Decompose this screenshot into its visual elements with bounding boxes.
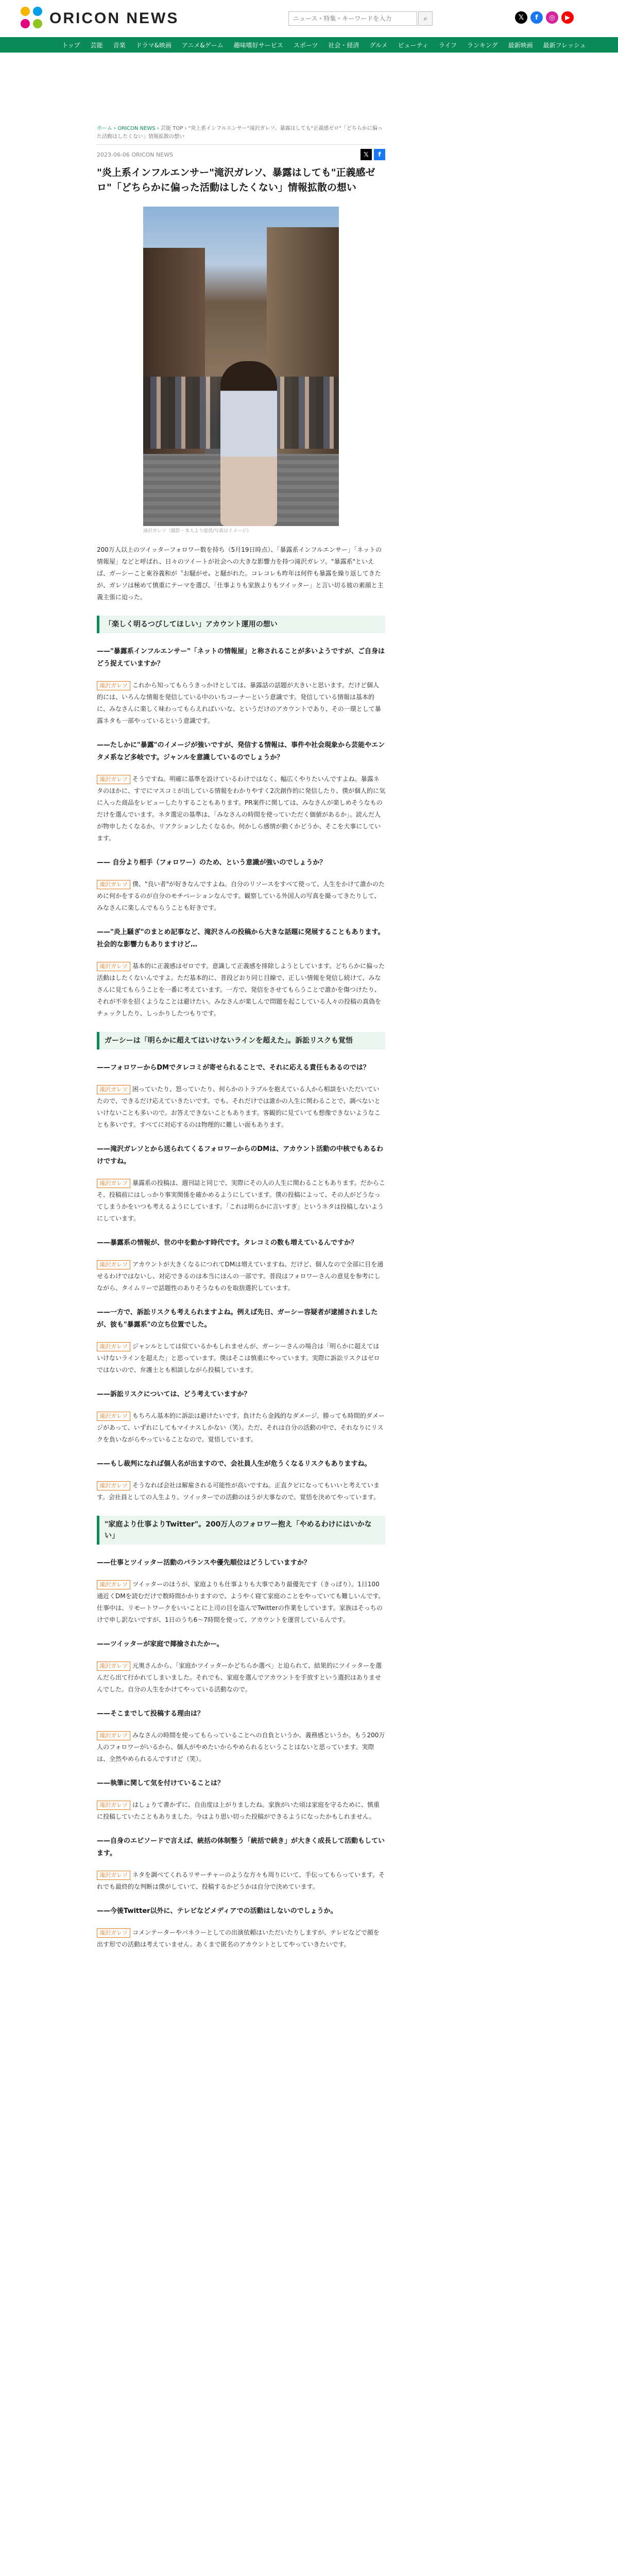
answer-text: 暴露系の投稿は、週刊誌と同じで、実際にその人の人生に関わることもあります。だからこそ、投稿前にはしっかり事実関係を確かめるようにしています。僕の投稿によって、その人がどうなってしまうかをいつも考えるようにしています。「これは明らかに言いすぎ」というネタは投稿しないようにしています。	[97, 1179, 385, 1222]
speaker-tag: 滝沢ガレソ	[97, 1731, 130, 1740]
answer-text: ジャンルとしては似ているかもしれませんが、ガーシーさんの場合は「明らかに超えてはいけないラインを超えた」と思っています。僕はそこは慎重にやっています。実際に訴訟リスクはゼロではないので、弁護士とも相談しながら投稿しています。	[97, 1343, 380, 1374]
photo-caption: 滝沢ガレソ（撮影・本人より提供/写真はイメージ）	[143, 529, 251, 534]
answer-text: アカウントが大きくなるにつれてDMは増えていますね。だけど、個人なので全部に目を通せるわけではないし、対応できるのは本当にほんの一部です。普段はフォロワーさんの意見を参考にしながら、タイムリーで話題性のありそうなものを取捨選択しています。	[97, 1261, 384, 1292]
search-icon: ⌕	[423, 14, 427, 23]
search-input[interactable]	[288, 11, 417, 26]
nav-item[interactable]: 音楽	[113, 41, 126, 49]
breadcrumb-current: 芸能 TOP › "炎上系インフルエンサー"滝沢ガレソ、暴露はしても"正義感ゼロ"「どちらかに偏った活動はしたくない」情報拡散の想い	[97, 126, 383, 140]
answer-text: そうなれば会社は解雇される可能性が高いですね。正直クビになってもいいと考えています。会社員としての人生より、ツイッターでの活動のほうが大事なので。覚悟を決めてやっています。	[97, 1482, 380, 1501]
speaker-tag: 滝沢ガレソ	[97, 1481, 130, 1490]
interview-answer	[97, 1927, 385, 1951]
speaker-tag: 滝沢ガレソ	[97, 775, 130, 784]
interview-answer	[97, 1341, 385, 1376]
speaker-tag: 滝沢ガレソ	[97, 1580, 130, 1589]
main-nav	[0, 37, 618, 53]
nav-item[interactable]: ランキング	[467, 41, 498, 49]
nav-item[interactable]: スポーツ	[293, 41, 318, 49]
interview-answer	[97, 1730, 385, 1765]
answer-text: 僕、"良い者"が好きなんですよね。自分のリソースをすべて使って、人生をかけて誰かのために何かをするのが自分のモチベーションなんです。観察している外国人の写真を撮ってきたりして、みなさんに楽しんでもらうことも好きです。	[97, 880, 385, 911]
facebook-icon[interactable]: f	[530, 11, 543, 24]
answer-text: 困っていたり、怒っていたり、何らかのトラブルを抱えている人から相談をいただいていたので、できるだけ応えていきたいです。でも、それだけでは誰かの人生に関わることで、調べないといけないことも多いので。お答えできないこともあります。客観的に見ていても想像できないようなことも多いです。すべてに対応するのは物理的に難しい面もあります。	[97, 1086, 381, 1128]
article-photo	[143, 207, 339, 526]
speaker-tag: 滝沢ガレソ	[97, 1871, 130, 1880]
logo-text: ORICON NEWS	[49, 10, 179, 27]
interview-question: ——そこまでして投稿する理由は？	[97, 1710, 204, 1718]
breadcrumb	[97, 125, 385, 145]
instagram-icon[interactable]: ◎	[546, 11, 558, 24]
speaker-tag: 滝沢ガレソ	[97, 681, 130, 690]
speaker-tag: 滝沢ガレソ	[97, 1928, 130, 1938]
article-container	[97, 125, 385, 1951]
nav-item[interactable]: 最新映画	[508, 41, 533, 49]
interview-question: ——フォロワーからDMでタレコミが寄せられることで、それに応える責任もあるのでは？	[97, 1064, 370, 1072]
interview-question: ——"炎上騒ぎ"のまとめ記事など、滝沢さんの投稿から大きな話題に発展することもあります。社会的な影響力もありますけど…	[97, 928, 385, 948]
speaker-tag: 滝沢ガレソ	[97, 1179, 130, 1188]
interview-answer	[97, 1799, 385, 1823]
nav-item[interactable]: アニメ&ゲーム	[182, 41, 224, 49]
share-facebook-icon[interactable]: f	[374, 149, 385, 160]
speaker-tag: 滝沢ガレソ	[97, 1412, 130, 1421]
site-logo[interactable]	[21, 7, 179, 30]
interview-answer	[97, 1259, 385, 1294]
interview-question: ——暴露系の情報が、世の中を動かす時代です。タレコミの数も増えているんですか？	[97, 1239, 357, 1247]
interview-answer	[97, 1410, 385, 1446]
article-title: "炎上系インフルエンサー"滝沢ガレソ、暴露はしても"正義感ゼロ"「どちらかに偏った活動はしたくない」情報拡散の想い	[97, 167, 375, 193]
speaker-tag: 滝沢ガレソ	[97, 1662, 130, 1671]
speaker-tag: 滝沢ガレソ	[97, 1260, 130, 1269]
interview-question: ——訴訟リスクについては、どう考えていますか？	[97, 1391, 251, 1398]
nav-item[interactable]: 最新フレッシュ	[543, 41, 586, 49]
speaker-tag: 滝沢ガレソ	[97, 1085, 130, 1094]
answer-text: はしょりて書かずに、自由度は上がりましたね。家族がいた頃は家庭を守るために、慎重に投稿していたこともありました。今はより思い切った投稿ができるようになったかもしれません。	[97, 1801, 380, 1820]
site-header	[0, 0, 618, 37]
interview-question: ——自身のエピソードで言えば、統括の体制整う「統括で続き」が大きく成長して活動もしています。	[97, 1837, 385, 1857]
breadcrumb-home[interactable]: ホーム › ORICON NEWS ›	[97, 126, 161, 131]
x-icon[interactable]: 𝕏	[515, 11, 527, 24]
interview-answer	[97, 773, 385, 844]
section-heading: ガーシーは「明らかに超えてはいけないラインを超えた」。訴訟リスクも覚悟	[97, 1032, 385, 1049]
youtube-icon[interactable]: ▶	[561, 11, 574, 24]
section-heading: "家庭より仕事よりTwitter"。200万人のフォロワー抱え「やめるわけにはいかない」	[97, 1516, 385, 1545]
interview-answer	[97, 1177, 385, 1225]
speaker-tag: 滝沢ガレソ	[97, 1342, 130, 1351]
nav-item[interactable]: トップ	[62, 41, 80, 49]
nav-item[interactable]: グルメ	[369, 41, 388, 49]
answer-text: 元奥さんから、「家庭かツイッターかどちらか選べ」と迫られて、結果的にツイッターを選んだら出て行かれてしまいました。それでも、家庭を選んでアカウントを手放すという選択はありませんでした。自分の人生をかけてやっている活動なので。	[97, 1662, 382, 1693]
logo-mark-icon	[21, 7, 44, 30]
interview-answer	[97, 960, 385, 1020]
interview-answer	[97, 1869, 385, 1893]
section-heading: 「楽しく明るつびしてほしい」アカウント運用の想い	[97, 616, 385, 633]
answer-text: もちろん基本的に訴訟は避けたいです。負けたら金銭的なダメージ、勝っても時間的ダメージがあって、いずれにしてもマイナスしかない（笑）。ただ、それは自分の活動の中で、それなりにリスクを負いながらやっていることなので、覚悟しています。	[97, 1412, 385, 1443]
nav-item[interactable]: ビューティ	[398, 41, 428, 49]
interview-question: ——今後Twitter以外に、テレビなどメディアでの活動はしないのでしょうか。	[97, 1907, 337, 1915]
interview-question: ——仕事とツイッター活動のバランスや優先順位はどうしていますか？	[97, 1559, 311, 1567]
meta-row	[97, 149, 385, 160]
interview-answer	[97, 1083, 385, 1131]
nav-item[interactable]: 社会・経済	[328, 41, 359, 49]
article-body	[97, 616, 385, 1951]
speaker-tag: 滝沢ガレソ	[97, 880, 130, 889]
interview-question: ——執筆に関して気を付けていることは？	[97, 1780, 225, 1787]
answer-text: ネタを調べてくれるリサーチャーのような方々も周りにいて、手伝ってもらっています。それでも最終的な判断は僕がしていて、投稿するかどうかは自分で決めています。	[97, 1871, 385, 1890]
answer-text: これから知ってもらうきっかけとしては、暴露話の話題が大きいと思います。だけど個人的には、いろんな情報を発信している中のいちコーナーという意識です。発信している情報は基本的に、みなさんに楽しく味わってもらえればいいな、というだけのアカウントであり、その一環として暴露ネタも一部やっているという意識です。	[97, 682, 381, 724]
interview-question: ——滝沢ガレソとから送られてくるフォロワーからのDMは、アカウント活動の中核でもあるわけですね。	[97, 1145, 383, 1165]
speaker-tag: 滝沢ガレソ	[97, 962, 130, 971]
social-links	[515, 11, 574, 24]
answer-text: 基本的に正義感はゼロです。意識して正義感を排除しようとしています。どちらかに偏った活動はしたくないんですよ。ただ基本的に、普段どおり同じ目線で、正しい情報を発信し続けて、みなさんに見てもらうことを一番に考えています。一方で、発信をさせてもらうことで誰かを傷つけたり、それが不幸を招くようなことは避けたい。みなさんが楽しんで問題を起こしている人々の投稿の真偽をチェックしたり、しっかりしたつもりです。	[97, 962, 385, 1017]
nav-item[interactable]: 芸能	[90, 41, 103, 49]
answer-text: みなさんの時間を使ってもらっていることへの自負というか、義務感というか。もう200万人のフォロワーがいるから、個人がやめたいからやめられるということはないと思っています。実際は、全然やめられるんですけど（笑）。	[97, 1732, 385, 1762]
interview-question: —— 自分より相手（フォロワー）のため、という意識が強いのでしょうか？	[97, 859, 327, 867]
share-x-icon[interactable]: 𝕏	[360, 149, 372, 160]
interview-answer	[97, 680, 385, 727]
interview-question: ——"暴露系インフルエンサー"「ネットの情報屋」と称されることが多いようですが、ご自身はどう捉えていますか？	[97, 648, 385, 668]
speaker-tag: 滝沢ガレソ	[97, 1801, 130, 1810]
interview-question: ——ツイッターが家庭で揶揄されたかー。	[97, 1640, 224, 1648]
answer-text: そうですね。明確に基準を設けているわけではなく、幅広くやりたいんですよね。暴露ネタのほかに、すでにマスコミが出している情報をわかりやすく2次創作的に発信したり、僕が個人的に気に入った商品をレビューしたりすることもあります。PR案件に関しては、みなさんが楽しめそうなものだけを選んでいます。ネタ選定の基準は、「みなさんの時間を使っていただく価値があるか」。読んだ人が物申したくなるか、リアクションしたくなるか。何かしら感情が動くかどうか、そこを大事にしています。	[97, 775, 385, 842]
answer-text: コメンテーターやパネラーとしての出演依頼はいただいたりしますが、テレビなどで顔を出す形での活動は考えていません。あくまで匿名のアカウントとしてやっていきたいです。	[97, 1929, 380, 1948]
interview-question: ——一方で、訴訟リスクも考えられますよね。例えば先日、ガーシー容疑者が逮捕されましたが、彼も"暴露系"の立ち位置でした。	[97, 1309, 378, 1329]
nav-item[interactable]: 趣味嗜好サービス	[233, 41, 283, 49]
interview-answer	[97, 1660, 385, 1696]
interview-answer	[97, 1579, 385, 1626]
interview-answer	[97, 1480, 385, 1503]
share-buttons	[360, 149, 385, 160]
interview-answer	[97, 878, 385, 914]
interview-question: ——たしかに"暴露"のイメージが強いですが、発信する情報は、事件や社会現象から芸能やエンタメ系など多岐です。ジャンルを意識しているのでしょうか？	[97, 741, 385, 761]
nav-item[interactable]: ライフ	[438, 41, 457, 49]
answer-text: ツイッターのほうが、家庭よりも仕事よりも大事であり最優先です（きっぱり）。1日100通近くDMを読むだけで数時間かかりますので、ようやく寝て家庭のことをやっていても難しいんです。仕事中は、リモートワークをいいことに上司の目を盗んでTwitterの作業をしています。家族はそっちのけで申し訳ないですが、1日のうち6〜7時間を使って、アカウントを運営しているんです。	[97, 1581, 385, 1623]
ad-space	[0, 53, 618, 125]
interview-question: ——もし裁判になれば個人名が出ますので、会社員人生が危うくなるリスクもありますね。	[97, 1460, 371, 1468]
nav-item[interactable]: ドラマ&映画	[135, 41, 172, 49]
search-button[interactable]	[418, 11, 433, 26]
article-date: 2023-06-06 ORICON NEWS	[97, 151, 174, 158]
article-lead: 200万人以上のツイッターフォロワー数を持ち（5月19日時点）、「暴露系インフルエンサー」「ネットの情報屋」などと呼ばれ、日々のツイートが社会への大きな影響力を持つ滝沢ガレソ。"暴露系"といえば、ガーシーこと東谷義和が〝お騒がせ〟と騒がれた。コレコレも昨年は何件も暴露を繰り返してきたが、ガレソは極めて慎重にテーマを選び、「仕事よりも家族よりもツイッター」と言い切る彼の素顔と主義主張に迫った。	[97, 546, 384, 601]
